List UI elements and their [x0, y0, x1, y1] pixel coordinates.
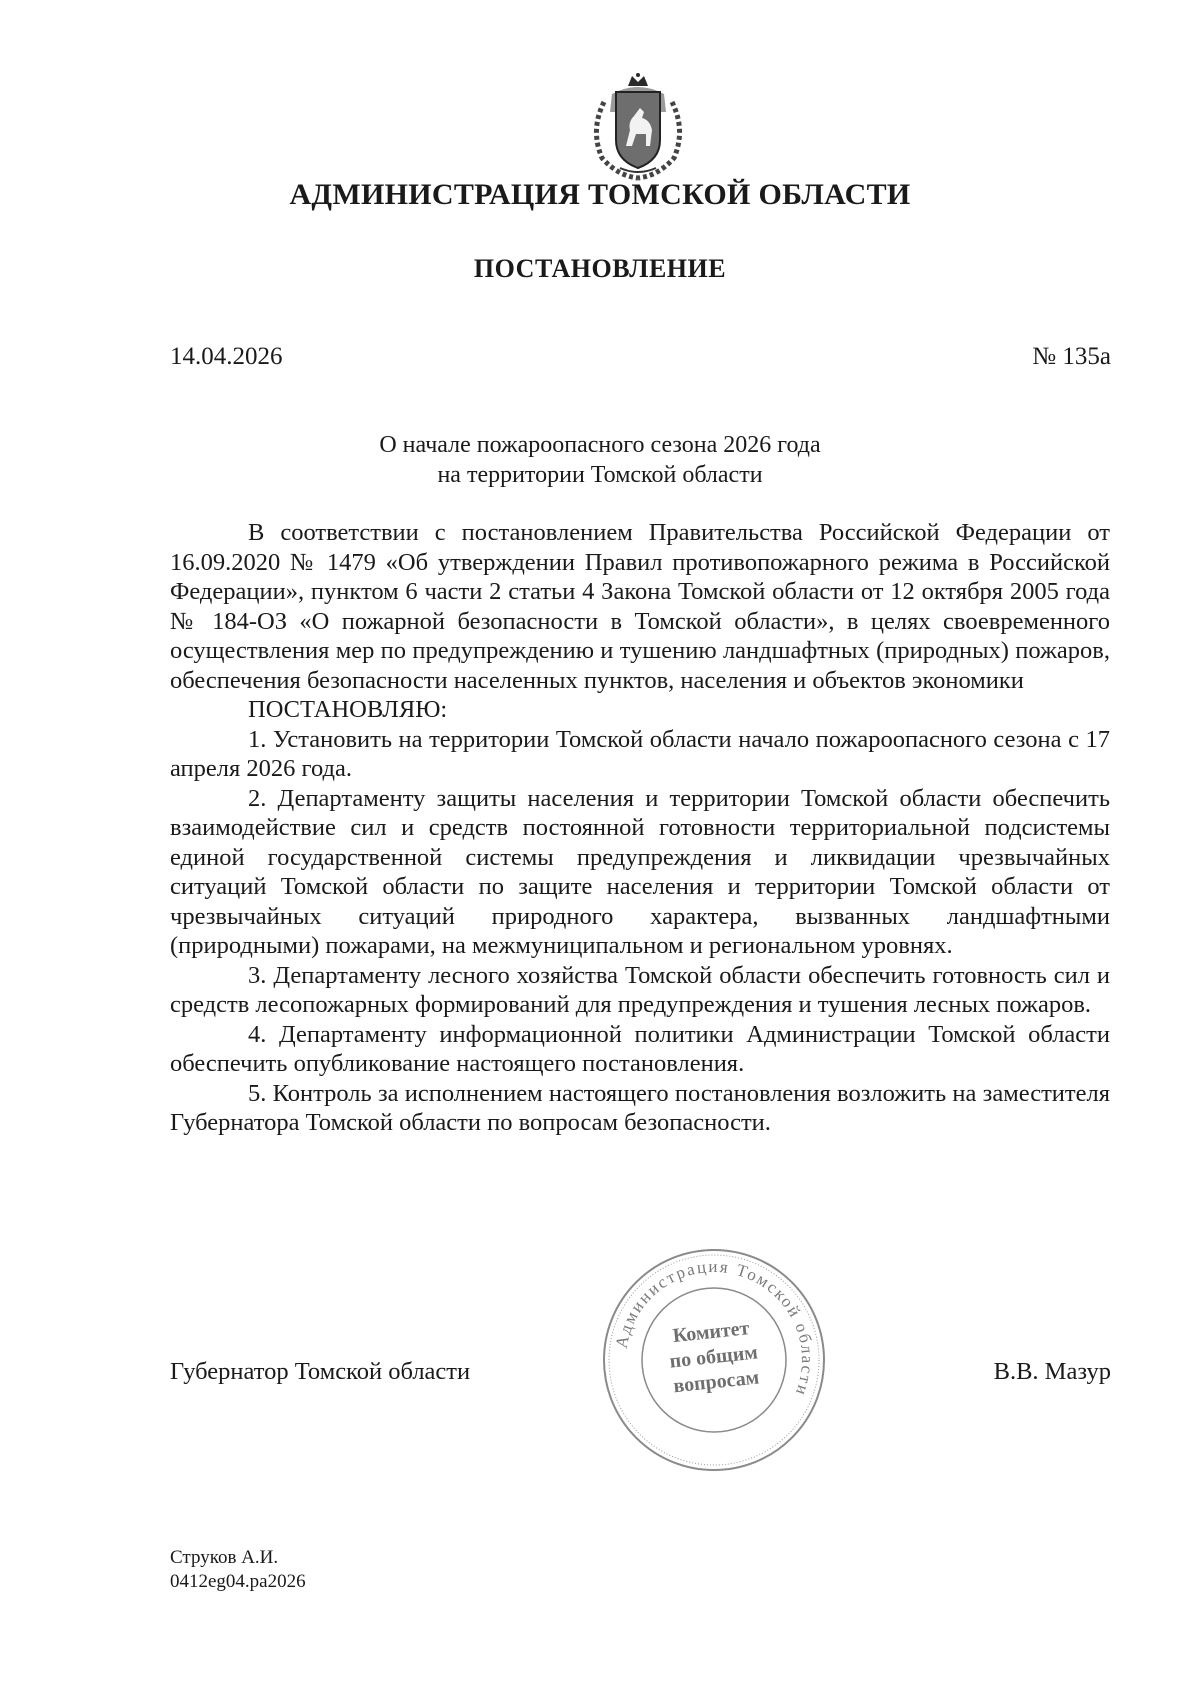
coat-of-arms-icon — [584, 72, 692, 182]
official-stamp — [600, 1246, 828, 1474]
decree-word: ПОСТАНОВЛЯЮ: — [248, 696, 448, 723]
decree-item-5: 5. Контроль за исполнением настоящего постановления возложить на заместителя Губернатора Томской области по вопросам безопасности. — [170, 1079, 1110, 1136]
file-code: 0412eg04.pa2026 — [170, 1571, 306, 1592]
preamble-paragraph: В соответствии с постановлением Правительства Российской Федерации от 16.09.2020 № 1479 «Об утверждении Правил противопожарного режима в Российской Федерации», пунктом 6 части 2 статьи 4 Закона Томской области от 12 октября 2005 года № 184-ОЗ «О пожарной безопасности в Томской области», в целях своевременного осуществления мер по предупреждению и тушению ландшафтных (природных) пожаров, обеспечения безопасности населенных пунктов, населения и объектов экономики — [170, 519, 1110, 694]
document-number: № 135а — [1032, 343, 1111, 370]
decree-item-4: 4. Департаменту информационной политики Администрации Томской области обеспечить опубликование настоящего постановления. — [170, 1020, 1110, 1077]
document-subject — [0, 430, 1200, 490]
decree-item-2: 2. Департаменту защиты населения и территории Томской области обеспечить взаимодействие сил и средств постоянной готовности территориальной подсистемы единой государственной системы предупреждения и ликвидации чрезвычайных ситуаций Томской области по защите населения и территории Томской области от чрезвычайных ситуаций природного характера, вызванных ландшафтными (природными) пожарами, на межмуниципальном и региональном уровнях. — [170, 784, 1110, 959]
document-date: 14.04.2026 — [170, 343, 283, 370]
stamp-center-line-3: вопросам — [672, 1366, 761, 1398]
signer-name: В.В. Мазур — [993, 1358, 1111, 1385]
organization-title: АДМИНИСТРАЦИЯ ТОМСКОЙ ОБЛАСТИ — [289, 178, 911, 211]
decree-item-3: 3. Департаменту лесного хозяйства Томской области обеспечить готовность сил и средств лесопожарных формирований для предупреждения и тушения лесных пожаров. — [170, 961, 1110, 1018]
stamp-center-line-2: по общим — [668, 1341, 759, 1373]
document-type: ПОСТАНОВЛЕНИЕ — [473, 254, 727, 283]
decree-item-1: 1. Установить на территории Томской области начало пожароопасного сезона с 17 апреля 2026 года. — [170, 725, 1110, 782]
signer-title: Губернатор Томской области — [170, 1358, 471, 1385]
subject-line-1: О начале пожароопасного сезона 2026 года — [379, 432, 821, 458]
stamp-center-line-1: Комитет — [671, 1317, 751, 1348]
document-footer — [170, 1546, 306, 1594]
document-body — [170, 518, 1110, 1138]
stamp-ring-text: Администрация Томской области — [611, 1256, 818, 1400]
subject-line-2: на территории Томской области — [437, 462, 763, 488]
executor-name: Струков А.И. — [170, 1547, 279, 1568]
